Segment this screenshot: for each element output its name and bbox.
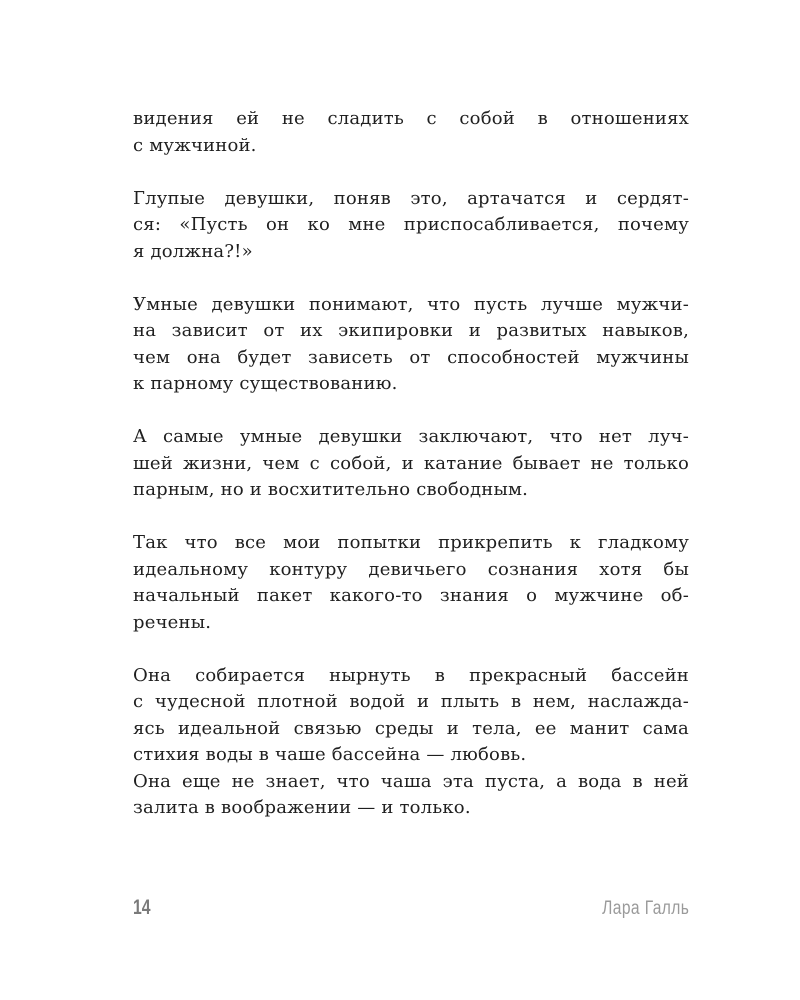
text-line: начальный пакет какого-то знания о мужчине об-	[133, 585, 689, 606]
text-line: речены.	[133, 611, 212, 633]
text-line: видения ей не сладить с собой в отношениях	[133, 108, 689, 129]
text-line: А самые умные девушки заключают, что нет луч-	[133, 426, 689, 447]
text-line: с мужчиной.	[133, 134, 257, 156]
text-line: парным, но и восхитительно свободным.	[133, 479, 529, 500]
text-line: Умные девушки понимают, что пусть лучше мужчи-	[133, 293, 689, 315]
paragraph-6	[133, 663, 689, 822]
running-footer-author: Лара Галль	[601, 898, 689, 919]
paragraph-1	[133, 106, 689, 159]
text-line: Так что все мои попытки прикрепить к гладкому	[133, 532, 689, 553]
text-line: Глупые девушки, поняв это, артачатся и сердят-	[133, 187, 689, 209]
text-line: ясь идеальной связью среды и тела, ее манит сама	[133, 717, 689, 739]
body-text	[133, 106, 689, 822]
paragraph-5	[133, 530, 689, 636]
paragraph-4	[133, 424, 689, 504]
text-line: я должна?!»	[133, 240, 253, 262]
text-line: Она еще не знает, что чаша эта пуста, а вода в ней	[133, 770, 689, 792]
page-number: 14	[133, 896, 151, 919]
text-line: идеальному контуру девичьего сознания хотя бы	[133, 558, 689, 580]
paragraph-2	[133, 186, 689, 266]
text-line: залита в воображении — и только.	[133, 797, 471, 818]
text-line: шей жизни, чем с собой, и катание бывает не только	[133, 452, 689, 474]
page-footer	[133, 896, 689, 926]
text-line: на зависит от их экипировки и развитых навыков,	[133, 320, 689, 341]
text-line: стихия воды в чаше бассейна — любовь.	[133, 744, 527, 765]
paragraph-3	[133, 292, 689, 398]
text-line: с чудесной плотной водой и плыть в нем, наслажда-	[133, 691, 689, 712]
text-line: Она собирается нырнуть в прекрасный бассейн	[133, 664, 689, 686]
text-line: чем она будет зависеть от способностей мужчины	[133, 346, 689, 368]
text-line: ся: «Пусть он ко мне приспосабливается, почему	[133, 214, 689, 235]
text-line: к парному существованию.	[133, 373, 398, 394]
